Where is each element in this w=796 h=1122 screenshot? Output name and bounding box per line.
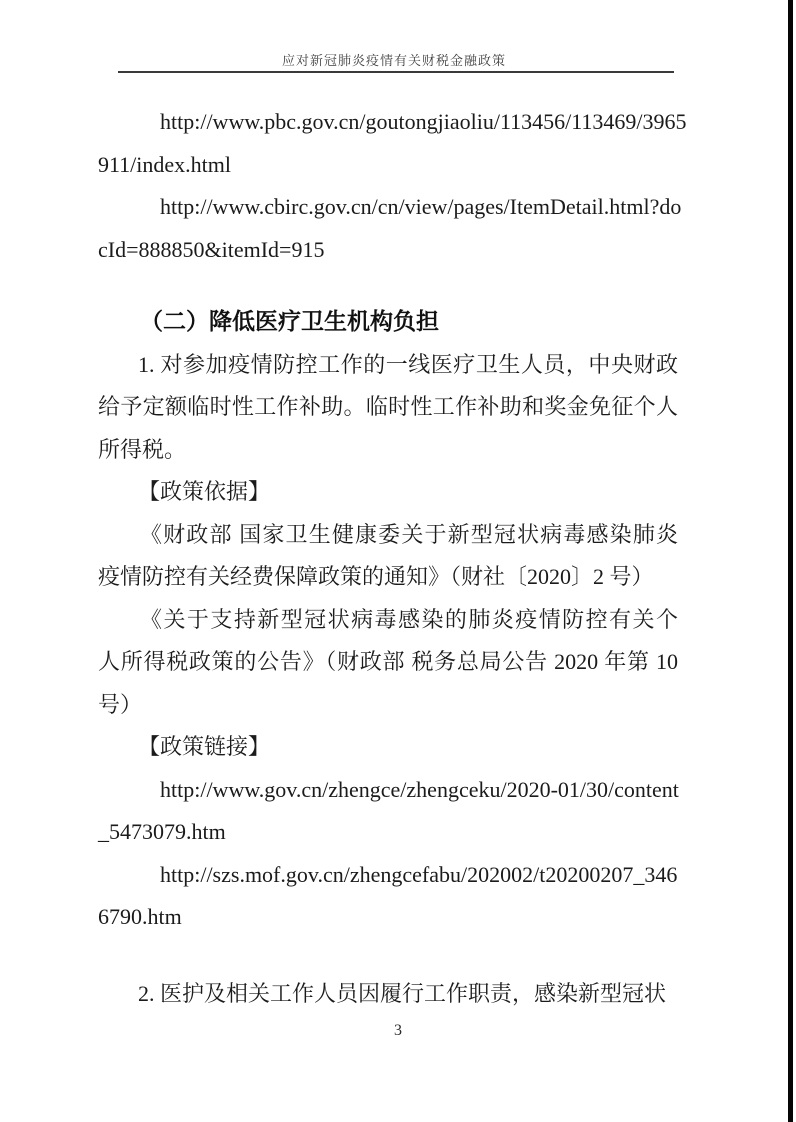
url-text: http://www.gov.cn/zhengce/zhengceku/2020-01/30/content — [160, 776, 679, 802]
url-text: 6790.htm — [98, 904, 182, 929]
url-text: http://www.pbc.gov.cn/goutongjiaoliu/113456/113469/3965 — [160, 109, 687, 134]
body-line: 人所得税政策的公告》（财政部 税务总局公告 2020 年第 10 — [98, 649, 678, 674]
running-header-title: 应对新冠肺炎疫情有关财税金融政策 — [281, 53, 506, 68]
body-line: 1. 对参加疫情防控工作的一线医疗卫生人员，中央财政 — [138, 351, 678, 377]
basis-doc-2 — [98, 599, 678, 727]
link-gov-paragraph — [98, 769, 678, 854]
link-pbc-paragraph — [98, 101, 687, 186]
body-line: 2. 医护及相关工作人员因履行工作职责，感染新型冠状 — [138, 980, 667, 1006]
link-cbirc-paragraph — [98, 186, 682, 271]
link-mof-paragraph — [98, 854, 678, 939]
section-heading: （二）降低医疗卫生机构负担 — [140, 309, 439, 334]
url-text: cId=888850&itemId=915 — [98, 236, 325, 262]
body-line: 给予定额临时性工作补助。临时性工作补助和奖金免征个人 — [98, 394, 678, 419]
url-text: http://szs.mof.gov.cn/zhengcefabu/202002/t20200207_346 — [160, 861, 678, 887]
policy-basis-label: 【政策依据】 — [138, 479, 271, 504]
header-rule — [118, 71, 674, 73]
page-number: 3 — [394, 1022, 402, 1039]
body-line: 所得税。 — [98, 436, 187, 462]
document-body — [98, 101, 687, 1015]
url-text: 911/index.html — [98, 151, 232, 177]
url-text: http://www.cbirc.gov.cn/cn/view/pages/ItemDetail.html?do — [160, 194, 682, 219]
url-text: _5473079.htm — [98, 819, 226, 844]
basis-doc-1 — [98, 514, 678, 599]
body-line: 号） — [98, 691, 143, 717]
page-right-border — [788, 0, 793, 1122]
body-line: 疫情防控有关经费保障政策的通知》（财社〔2020〕2 号） — [98, 564, 654, 589]
policy-links-label: 【政策链接】 — [138, 734, 271, 759]
body-line: 《财政部 国家卫生健康委关于新型冠状病毒感染肺炎 — [140, 521, 678, 547]
body-line: 《关于支持新型冠状病毒感染的肺炎疫情防控有关个 — [140, 606, 678, 632]
paragraph-2 — [98, 973, 678, 1016]
paragraph-1 — [98, 344, 678, 472]
